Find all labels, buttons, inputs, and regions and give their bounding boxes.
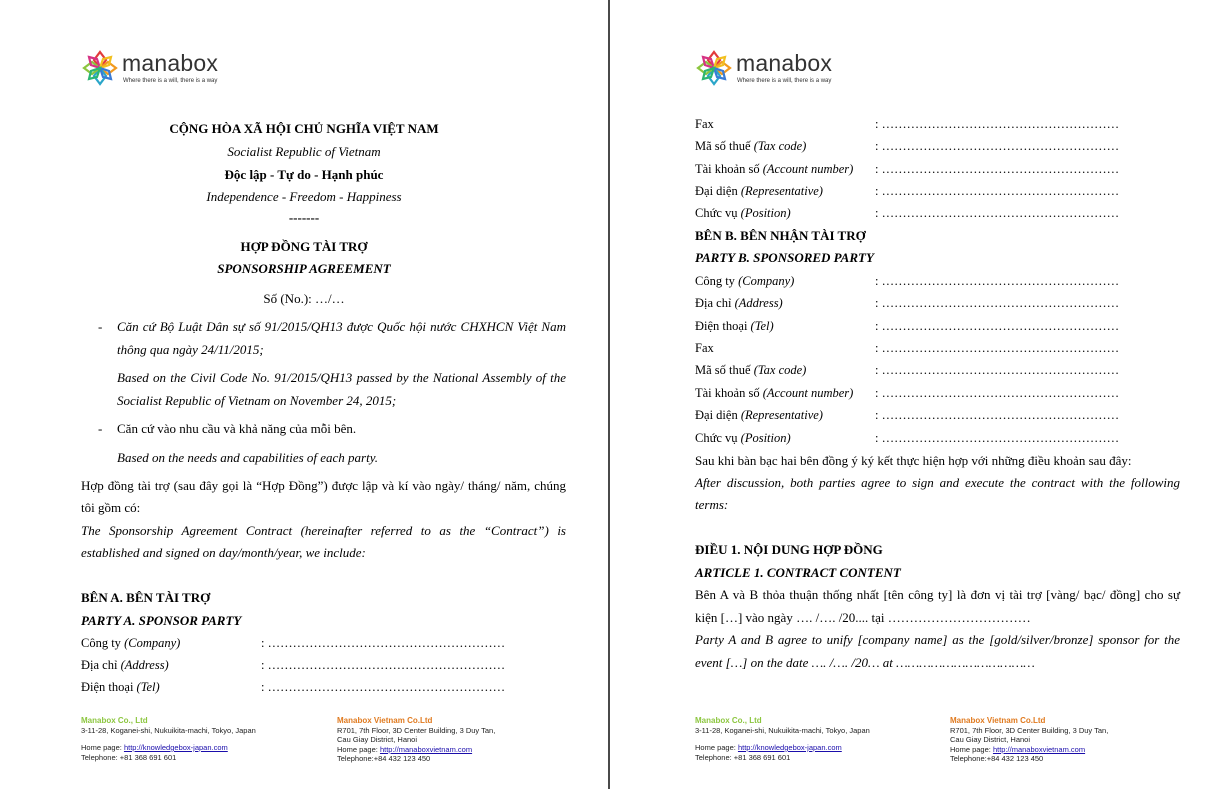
logo-tagline: Where there is a will, there is a way <box>123 78 218 84</box>
footer-vietnam: Manabox Vietnam Co.Ltd R701, 7th Floor, 3D Center Building, 3 Duy Tan, Cau Giay District, Hanoi Home page: http://manaboxvietnam.com Telephone:+84 432 123 450 <box>950 716 1109 763</box>
vn-homepage-link[interactable]: http://manaboxvietnam.com <box>379 744 473 754</box>
article1-heading-vn: ĐIỀU 1. NỘI DUNG HỢP ĐỒNG <box>695 542 883 557</box>
document-page-1: manabox Where there is a will, there is a way CỘNG HÒA XÃ HỘI CHỦ NGHĨA VIỆT NAM Socialist Republic of Vietnam Độc lập - Tự do - Hạnh phúc Independence - Freedom - Happiness ------- HỢP ĐỒNG TÀI TRỢ SPONSORSHIP AGREEMENT Số (No.): …/… - Căn cứ Bộ Luật Dân sự số 91/2015/QH13 được Quốc hội nước CHXHCN Việt Nam thông qua ngày 24/11/2015; Based on the Civil Code No. 91/2015/QH13 passed by the National Assembly of the Socialist Republic of Vietnam on November 24, 2015; - Căn cứ vào nhu cầu và khả năng của mỗi bên. Based on the needs and capabilities of each party. Hợp đồng tài trợ (sau đây gọi là “Hợp Đồng”) được lập và kí vào ngày/ tháng/ năm, chúng tôi gồm có: The Sponsorship Agreement Contract (hereinafter referred to as the “Contract”) is established and signed on day/month/year, we include: BÊN A. BÊN TÀI TRỢ PARTY A. SPONSOR PARTY Công ty (Company) : ………………………………………………… Địa chỉ (Address) : ………………………………………………… Điện thoại (Tel) : ………………………………………………… Manabox Co., Ltd 3-11-28, Koganei-shi, Nukuikita-machi, Tokyo, Japan Home page: http://knowledgebox-japan.com Telephone: +81 368 691 601 Manabox Vietnam Co.Ltd R701, 7th Floor, 3D Center Building, 3 Duy Tan, Cau Giay District, Hanoi Home page: http://manaboxvietnam.com Telephone:+84 432 123 450 <box>0 0 608 789</box>
contract-title-vn: HỢP ĐỒNG TÀI TRỢ <box>240 239 368 254</box>
logo-tagline: Where there is a will, there is a way <box>737 78 832 84</box>
manabox-flower-icon <box>694 48 734 88</box>
jp-homepage-link[interactable]: http://knowledgebox-japan.com <box>737 743 842 752</box>
intro-en-line2: established and signed on day/month/year, we include: <box>81 545 366 560</box>
article1-heading-en: ARTICLE 1. CONTRACT CONTENT <box>695 565 901 580</box>
party-b-heading-en: PARTY B. SPONSORED PARTY <box>695 250 874 265</box>
intro-vn-line1: Hợp đồng tài trợ (sau đây gọi là “Hợp Đồng”) được lập và kí vào ngày/ tháng/ năm, chúng <box>81 478 566 493</box>
footer-japan: Manabox Co., Ltd 3-11-28, Koganei-shi, Nukuikita-machi, Tokyo, Japan Home page: http://knowledgebox-japan.com Telephone: +81 368 691 601 <box>81 716 256 762</box>
basis1-vn-line2: thông qua ngày 24/11/2015; <box>117 342 264 357</box>
agreement-en-line2: terms: <box>695 497 729 512</box>
republic-title-vn: CỘNG HÒA XÃ HỘI CHỦ NGHĨA VIỆT NAM <box>169 121 439 136</box>
basis1-vn-line1: Căn cứ Bộ Luật Dân sự số 91/2015/QH13 được Quốc hội nước CHXHCN Việt Nam <box>117 319 566 334</box>
basis1-en-line2: Socialist Republic of Vietnam on November 24, 2015; <box>117 393 397 408</box>
motto-vn: Độc lập - Tự do - Hạnh phúc <box>224 167 384 182</box>
content-vn-line2: kiện […] vào ngày …. /…. /20.... tại …………………………… <box>695 610 1031 625</box>
vn-homepage-link[interactable]: http://manaboxvietnam.com <box>992 744 1086 754</box>
motto-en: Independence - Freedom - Happiness <box>206 189 402 204</box>
separator: ------- <box>288 210 320 225</box>
bullet-2: - <box>98 421 103 436</box>
content-en-line1: Party A and B agree to unify [company name] as the [gold/silver/bronze] sponsor for the <box>695 632 1180 647</box>
document-page-2: manabox Where there is a will, there is a way Fax : ………………………………………………… Mã số thuế (Tax code) : ………………………………………………… Tài khoản số (Account number) : ………………………………………………… Đại diện (Representative) : ………………………………………………… Chức vụ (Position) : ………………………………………………… BÊN B. BÊN NHẬN TÀI TRỢ PARTY B. SPONSORED PARTY Công ty (Company) : ………………………………………………… Địa chỉ (Address) : ………………………………………………… Điện thoại (Tel) : ………………………………………………… Fax : ………………………………………………… Mã số thuế (Tax code) : ………………………………………………… Tài khoản số (Account number) : ………………………………………………… Đại diện (Representative) : ………………………………………………… Chức vụ (Position) : ………………………………………………… Sau khi bàn bạc hai bên đồng ý ký kết thực hiện hợp với những điều khoản sau đây: After discussion, both parties agree to sign and execute the contract with the following terms: ĐIỀU 1. NỘI DUNG HỢP ĐỒNG ARTICLE 1. CONTRACT CONTENT Bên A và B thỏa thuận thống nhất [tên công ty] là đơn vị tài trợ [vàng/ bạc/ đồng] cho sự kiện […] vào ngày …. /…. /20.... tại …………………………… Party A and B agree to unify [company name] as the [gold/silver/bronze] sponsor for the event […] on the date …. /…. /20… at ……………………………… Manabox Co., Ltd 3-11-28, Koganei-shi, Nukuikita-machi, Tokyo, Japan Home page: http://knowledgebox-japan.com Telephone: +81 368 691 601 Manabox Vietnam Co.Ltd R701, 7th Floor, 3D Center Building, 3 Duy Tan, Cau Giay District, Hanoi Home page: http://manaboxvietnam.com Telephone:+84 432 123 450 <box>611 0 1218 789</box>
content-vn-line1: Bên A và B thỏa thuận thống nhất [tên công ty] là đơn vị tài trợ [vàng/ bạc/ đồng] cho sự <box>695 587 1180 602</box>
page-divider <box>608 0 610 789</box>
party-a-heading-vn: BÊN A. BÊN TÀI TRỢ <box>81 590 211 605</box>
logo-wordmark: manabox <box>736 50 833 76</box>
basis2-vn: Căn cứ vào nhu cầu và khả năng của mỗi bên. <box>117 421 357 436</box>
republic-title-en: Socialist Republic of Vietnam <box>227 144 381 159</box>
contract-title-en: SPONSORSHIP AGREEMENT <box>217 261 391 276</box>
contract-number: Số (No.): …/… <box>263 291 345 306</box>
content-en-line2: event […] on the date …. /…. /20… at ……………………………… <box>695 655 1035 670</box>
bullet-1: - <box>98 319 103 334</box>
logo-wordmark: manabox <box>122 50 219 76</box>
manabox-flower-icon <box>80 48 120 88</box>
manabox-logo <box>80 48 230 88</box>
basis1-en-line1: Based on the Civil Code No. 91/2015/QH13 passed by the National Assembly of the <box>117 370 566 385</box>
intro-vn-line2: tôi gồm có: <box>81 500 141 515</box>
agreement-en-line1: After discussion, both parties agree to sign and execute the contract with the following <box>695 475 1180 490</box>
party-b-heading-vn: BÊN B. BÊN NHẬN TÀI TRỢ <box>695 228 866 243</box>
manabox-logo <box>694 48 844 88</box>
party-a-heading-en: PARTY A. SPONSOR PARTY <box>81 613 242 628</box>
agreement-vn: Sau khi bàn bạc hai bên đồng ý ký kết thực hiện hợp với những điều khoản sau đây: <box>695 453 1132 468</box>
intro-en-line1: The Sponsorship Agreement Contract (hereinafter referred to as the “Contract”) is <box>81 523 566 538</box>
footer-vietnam: Manabox Vietnam Co.Ltd R701, 7th Floor, 3D Center Building, 3 Duy Tan, Cau Giay District, Hanoi Home page: http://manaboxvietnam.com Telephone:+84 432 123 450 <box>337 716 496 763</box>
footer-japan: Manabox Co., Ltd 3-11-28, Koganei-shi, Nukuikita-machi, Tokyo, Japan Home page: http://knowledgebox-japan.com Telephone: +81 368 691 601 <box>695 716 870 762</box>
jp-homepage-link[interactable]: http://knowledgebox-japan.com <box>123 743 228 752</box>
basis2-en: Based on the needs and capabilities of each party. <box>117 450 379 465</box>
